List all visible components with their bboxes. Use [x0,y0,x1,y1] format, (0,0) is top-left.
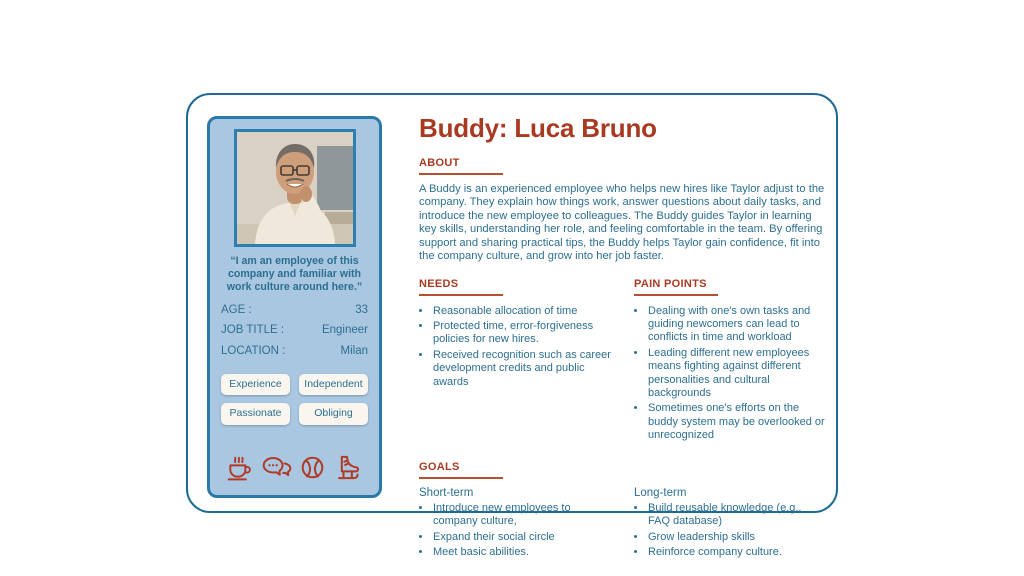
job-title-value: Engineer [321,324,368,337]
trait-chips [221,374,368,425]
short-term-item: • Expand their social circle [432,531,612,544]
goals-columns [419,479,825,562]
persona-details [419,113,825,561]
age-value: 33 [355,303,368,316]
location-label: LOCATION : [221,345,286,358]
goals-heading: GOALS [419,460,460,473]
profile-panel [207,116,382,498]
section-needs [419,278,634,445]
section-pain-points [634,278,825,445]
section-about [419,157,825,264]
portrait-illustration [237,132,353,244]
interest-icons [221,454,368,487]
age-label: AGE : [221,303,252,316]
section-goals [419,461,825,562]
ball-icon [299,454,326,481]
needs-item: • Protected time, error-forgiveness policies for new hires. [432,320,612,347]
needs-item: • Received recognition such as career development credits and public awards [432,349,612,389]
needs-heading: NEEDS [419,277,459,290]
needs-list [432,305,612,389]
pain-points-heading: PAIN POINTS [634,277,707,290]
page-title: Buddy: Luca Bruno [419,113,657,143]
pain-point-item: • Dealing with one's own tasks and guiding newcomers can lead to conflicts in time and workload [647,305,825,345]
short-term-item: • Meet basic abilities. [432,546,612,559]
trait-chip-independent: Independent [299,374,368,396]
pain-points-heading-rule [634,294,718,296]
long-term-list [647,502,825,560]
pain-point-item: • Sometimes one's efforts on the buddy system may be overlooked or unrecognized [647,402,825,442]
info-row-job-title [221,320,368,341]
goals-short-term [419,479,634,562]
long-term-item: • Reinforce company culture. [647,546,825,559]
info-row-location [221,341,368,362]
long-term-item: • Grow leadership skills [647,531,825,544]
trait-chip-obliging: Obliging [299,403,368,425]
pain-points-list [647,305,825,443]
goals-long-term [634,479,825,562]
coffee-icon [226,454,254,481]
profile-info [221,300,368,362]
profile-quote: “I am an employee of this company and familiar with work culture around here.” [226,255,363,293]
location-value: Milan [340,345,368,358]
chat-bubbles-icon [262,454,292,481]
needs-heading-rule [419,294,503,296]
ice-skate-icon [334,454,363,481]
pain-point-item: • Leading different new employees means fighting against different personalities and cultural backgrounds [647,347,825,401]
long-term-item: • Build reusable knowledge (e.g., FAQ database) [647,502,825,529]
short-term-list [432,502,612,560]
about-heading: ABOUT [419,157,460,169]
about-heading-rule [419,173,503,175]
short-term-label: Short-term [419,486,474,499]
needs-item: • Reasonable allocation of time [432,305,612,318]
job-title-label: JOB TITLE : [221,324,285,337]
long-term-label: Long-term [634,486,687,499]
short-term-item: • Introduce new employees to company culture, [432,502,612,529]
profile-photo [234,129,356,247]
trait-chip-experience: Experience [221,374,290,396]
about-text: A Buddy is an experienced employee who helps new hires like Taylor adjust to the company. They explain how things work, answer questions about daily tasks, and introduce the new employee to colleagues. The Buddy guides Taylor in learning key skills, understanding her role, and feeling comfortable in the team. By offering support and sharing practical tips, the Buddy helps Taylor gain confidence, fit into the company culture, and grow into her job faster. [419,183,825,263]
info-row-age [221,300,368,321]
persona-card [186,93,838,558]
trait-chip-passionate: Passionate [221,403,290,425]
needs-painpoints-row [419,278,825,445]
